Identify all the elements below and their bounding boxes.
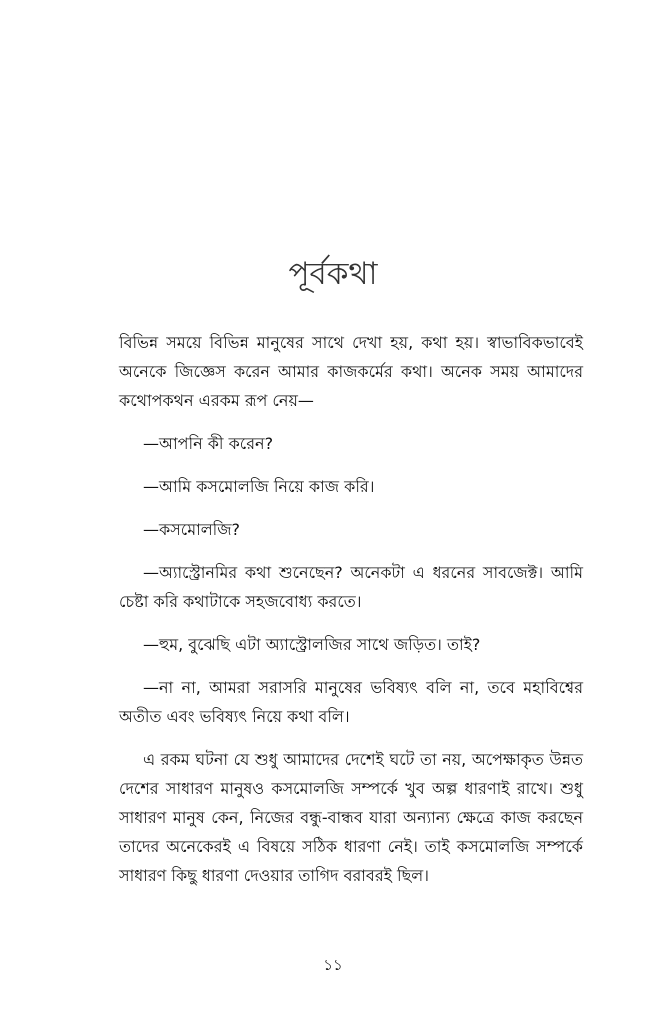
dialogue-line: —আপনি কী করেন? — [143, 434, 274, 453]
chapter-title: পূর্বকথা — [288, 256, 378, 292]
dialogue-line: —অ্যাস্ট্রোনমির কথা শুনেছেন? অনেকটা এ ধরনের সাবজেক্ট। আমি চেষ্টা করি কথাটাকে সহজবোধ্য করতে। — [119, 563, 583, 611]
intro-paragraph: বিভিন্ন সময়ে বিভিন্ন মানুষের সাথে দেখা হয়, কথা হয়। স্বাভাবিকভাবেই অনেকে জিজ্ঞেস করেন আমার কাজকর্মের কথা। অনেক সময় আমাদের কথোপকথন এরকম রূপ নেয়— — [119, 333, 583, 410]
dialogue-line: —কসমোলজি? — [143, 520, 241, 539]
dialogue-line: —না না, আমরা সরাসরি মানুষের ভবিষ্যৎ বলি না, তবে মহাবিশ্বের অতীত এবং ভবিষ্যৎ নিয়ে কথা বলি। — [119, 678, 583, 726]
page-number: ১১ — [323, 956, 343, 974]
dialogue-line: —হুম, বুঝেছি এটা অ্যাস্ট্রোলজির সাথে জড়িত। তাই? — [143, 635, 481, 654]
body-text — [119, 328, 583, 890]
dialogue-line: —আমি কসমোলজি নিয়ে কাজ করি। — [143, 477, 375, 496]
closing-paragraph: এ রকম ঘটনা যে শুধু আমাদের দেশেই ঘটে তা নয়, অপেক্ষাকৃত উন্নত দেশের সাধারণ মানুষও কসমোলজি সম্পর্কে খুব অল্প ধারণাই রাখে। শুধু সাধারণ মানুষ কেন, নিজের বন্ধু-বান্ধব যারা অন্যান্য ক্ষেত্রে কাজ করছেন তাদের অনেকেরই এ বিষয়ে সঠিক ধারণা নেই। তাই কসমোলজি সম্পর্কে সাধারণ কিছু ধারণা দেওয়ার তাগিদ বরাবরই ছিল। — [119, 750, 583, 885]
